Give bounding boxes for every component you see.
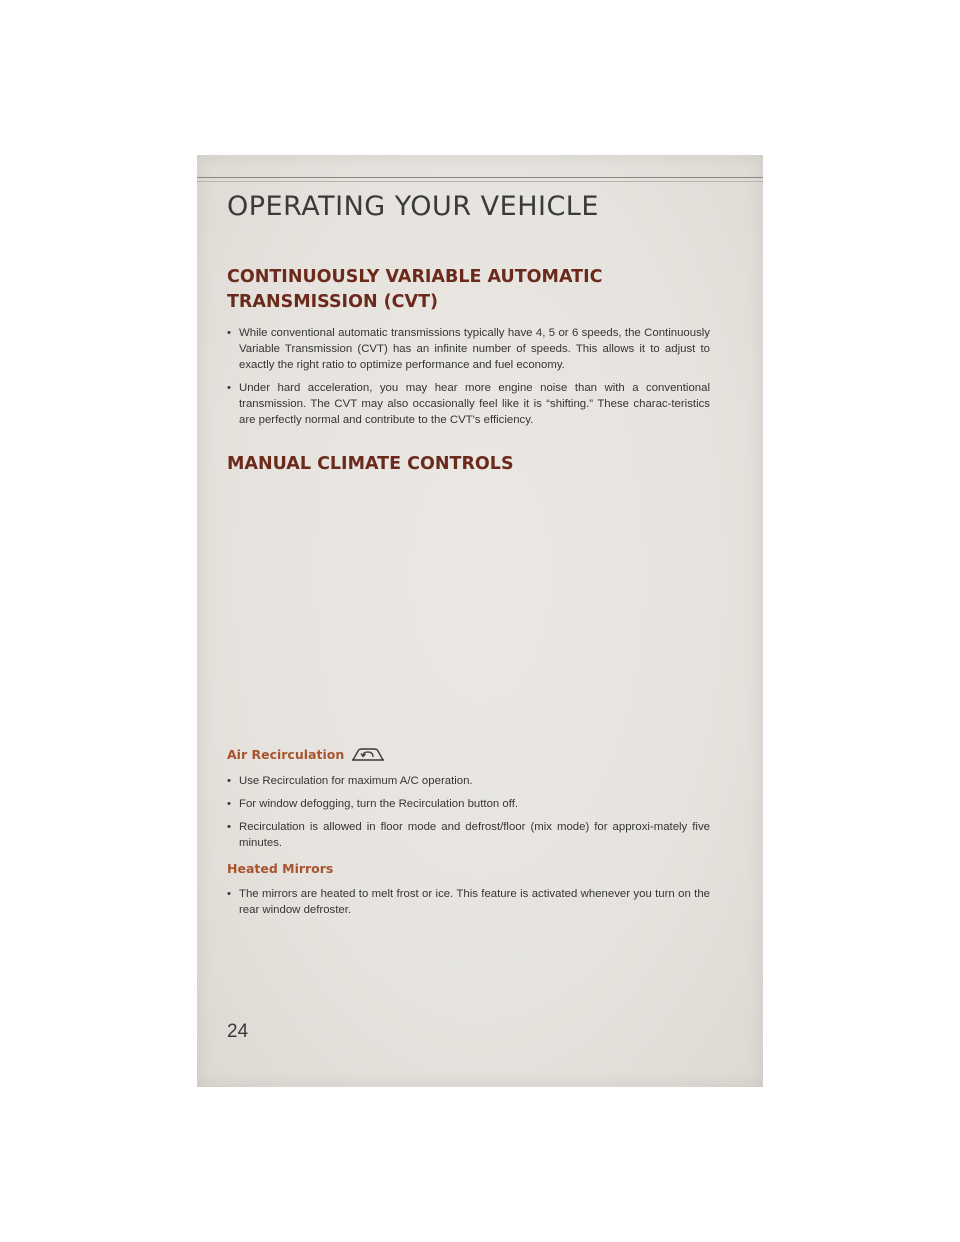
list-item: • The mirrors are heated to melt frost or ice. This feature is activated whenever you turn on the rear window defroster. (227, 886, 710, 918)
recirculation-icon (350, 745, 386, 763)
list-item: • For window defogging, turn the Recirculation button off. (227, 796, 710, 812)
header-rule (197, 177, 763, 182)
figure-space (227, 487, 710, 745)
air-recirculation-list (227, 773, 710, 851)
page-number: 24 (227, 1021, 249, 1042)
air-recirculation-heading (227, 745, 710, 763)
list-item: • Recirculation is allowed in floor mode and defrost/floor (mix mode) for approxi-mately five minutes. (227, 819, 710, 851)
climate-heading: MANUAL CLIMATE CONTROLS (227, 454, 514, 474)
section-title: OPERATING YOUR VEHICLE (227, 191, 599, 222)
list-item: • While conventional automatic transmissions typically have 4, 5 or 6 speeds, the Continuously Variable Transmission (CVT) has an infinite number of speeds. This allows it to adjust to exactly the right ratio to optimize performance and fuel economy. (227, 325, 710, 373)
heated-mirrors-heading: Heated Mirrors (227, 861, 334, 876)
list-item: • Use Recirculation for maximum A/C operation. (227, 773, 710, 789)
cvt-heading-line2: TRANSMISSION (CVT) (227, 292, 438, 312)
manual-page (197, 155, 763, 1087)
list-item: • Under hard acceleration, you may hear more engine noise than with a conventional transmission. The CVT may also occasionally feel like it is “shifting.” These charac-teristics are perfectly normal and contribute to the CVT's efficiency. (227, 380, 710, 428)
air-recirculation-title: Air Recirculation (227, 746, 345, 762)
heated-mirrors-list (227, 886, 710, 918)
cvt-bullet-list (227, 325, 710, 428)
page-content (227, 265, 710, 925)
cvt-heading-line1: CONTINUOUSLY VARIABLE AUTOMATIC (227, 267, 603, 287)
cvt-heading (227, 265, 710, 315)
